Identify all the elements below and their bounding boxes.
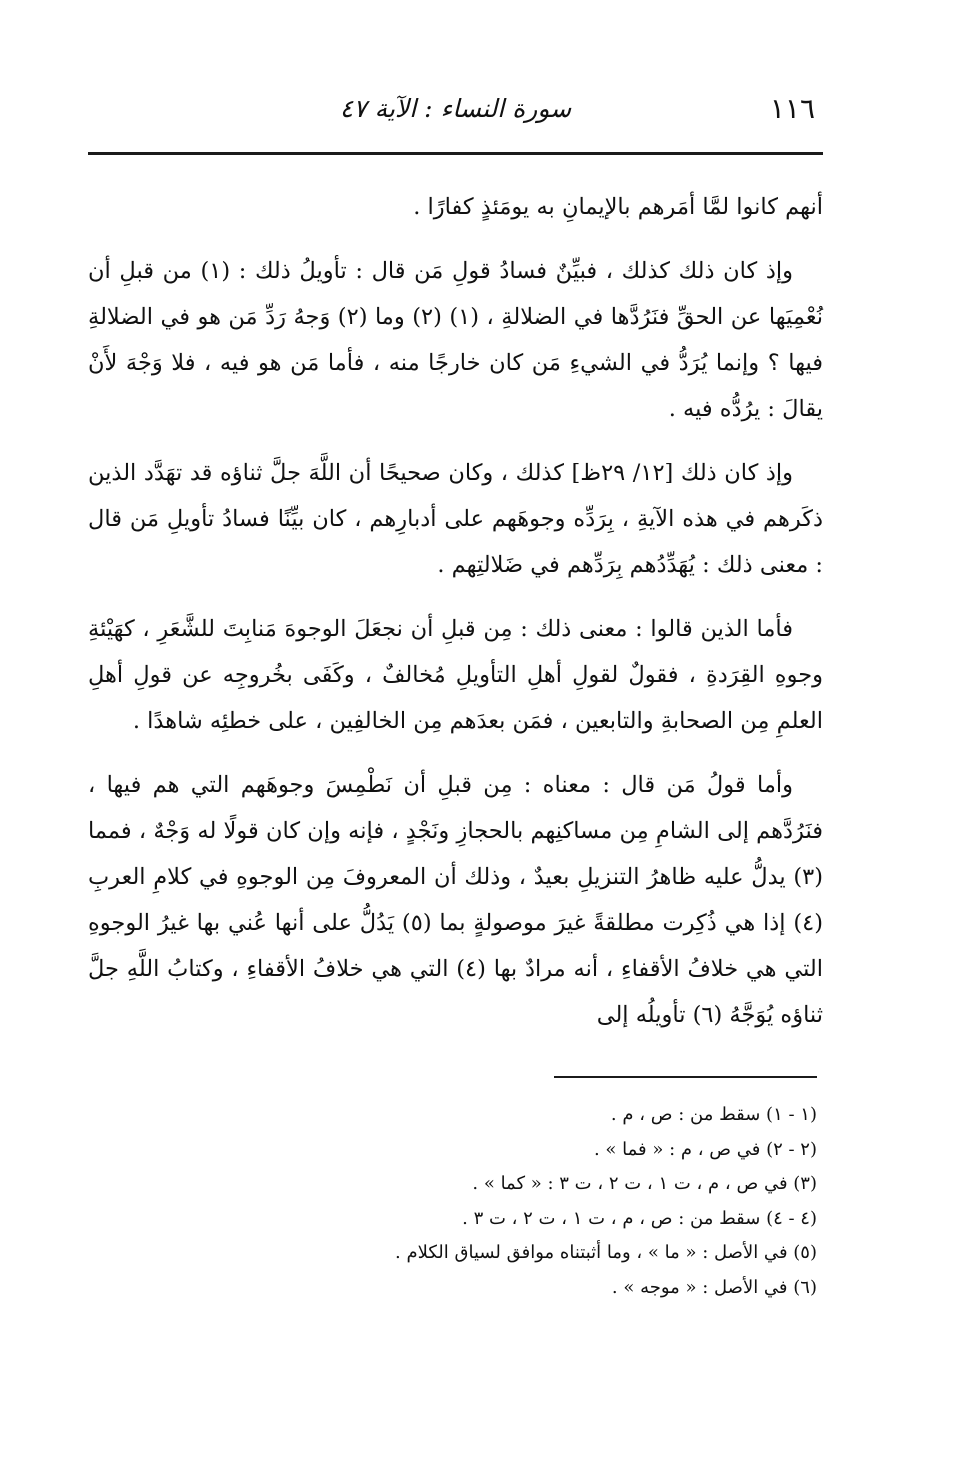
footnote: (٦) في الأصل : « موجه » . [611, 1276, 817, 1298]
footnote: (١ - ١) سقط من : ص ، م . [610, 1104, 817, 1125]
running-title: سورة النساء : الآية ٤٧ [339, 94, 572, 123]
paragraph: فأما الذين قالوا : معنى ذلك : مِن قبلِ أن نجعَلَ الوجوهَ مَنابِتَ للشَّعَرِ ، كهَيْئةِ وجوهِ القِرَدةِ ، فقولٌ لقولِ أهلِ التأويلِ مُخالفٌ ، وكَفَى بخُروجِه عن قولِ أهلِ العلمِ مِن الصحابةِ والتابعين ، فمَن بعدَهم مِن الخالفِين ، على خطئِه شاهدًا . [88, 616, 823, 734]
footnote: (٤ - ٤) سقط من : ص ، م ، ت ١ ، ت ٢ ، ت ٣ . [462, 1207, 817, 1229]
footnote: (٥) في الأصل : « ما » ، وما أثبتناه موافق لسياق الكلام . [395, 1242, 817, 1263]
footnote: (٣) في ص ، م ، ت ١ ، ت ٢ ، ت ٣ : « كما » . [472, 1173, 817, 1194]
footnote: (٢ - ٢) في ص ، م : « فما » . [593, 1138, 817, 1160]
footnote-rule [554, 1076, 817, 1078]
paragraph: وأما قولُ مَن قال : معناه : مِن قبلِ أن نَطْمِسَ وجوهَهم التي هم فيها ، فنَرُدَّهم إلى الشامِ مِن مساكنِهم بالحجازِ ونَجْدٍ ، فإنه وإن كان قولًا له وَجْهٌ ، فمما (٣) يدلُّ عليه ظاهرُ التنزيلِ بعيدٌ ، وذلك أن المعروفَ مِن الوجوهِ في كلامِ العربِ (٤) إذا هي ذُكِرت مطلقةً غيرَ موصولةٍ بما (٥) يَدُلُّ على أنها عُني بها غيرُ الوجوهِ التي هي خلافُ الأقفاءِ ، أنه مرادٌ بها (٤) التي هي خلافُ الأقفاءِ ، وكتابُ اللَّهِ جلَّ ثناؤه يُوَجَّهُ (٦) تأويلُه إلى [88, 772, 824, 1028]
paragraph: وإذ كان ذلك [١٢/ ٢٩ظ] كذلك ، وكان صحيحًا أن اللَّهَ جلَّ ثناؤه قد تهَدَّد الذين ذكَرهم في هذه الآيةِ ، بِرَدِّه وجوهَهم على أدبارِهم ، كان بيِّنًا فسادُ تأويلِ مَن قال : معنى ذلك : يُهَدِّدُهم بِرَدِّهم في ضَلالتِهم . [88, 460, 823, 578]
running-header [88, 88, 823, 134]
footnotes [88, 1098, 817, 1305]
main-text [88, 184, 823, 1056]
paragraph: أنهم كانوا لمَّا أمَرهم بالإيمانِ به يومَئذٍ كفارًا . [413, 194, 823, 220]
paragraph: وإذ كان ذلك كذلك ، فبيِّنٌ فسادُ قولِ مَن قال : تأويلُ ذلك : (١) من قبلِ أن نُعْمِيَها عن الحقِّ فنَرُدَّها في الضلالةِ ، (١) (٢) وما (٢) وَجهُ رَدِّ مَن هو في الضلالةِ فيها ؟ وإنما يُرَدُّ في الشيءِ مَن كان خارجًا منه ، فأما مَن هو فيه ، فلا وَجْهَ لأَنْ يقالَ : يرُدُّه فيه . [88, 258, 823, 422]
page-number: ١١٦ [769, 92, 815, 125]
book-page [88, 88, 823, 1388]
header-rule [88, 152, 823, 155]
